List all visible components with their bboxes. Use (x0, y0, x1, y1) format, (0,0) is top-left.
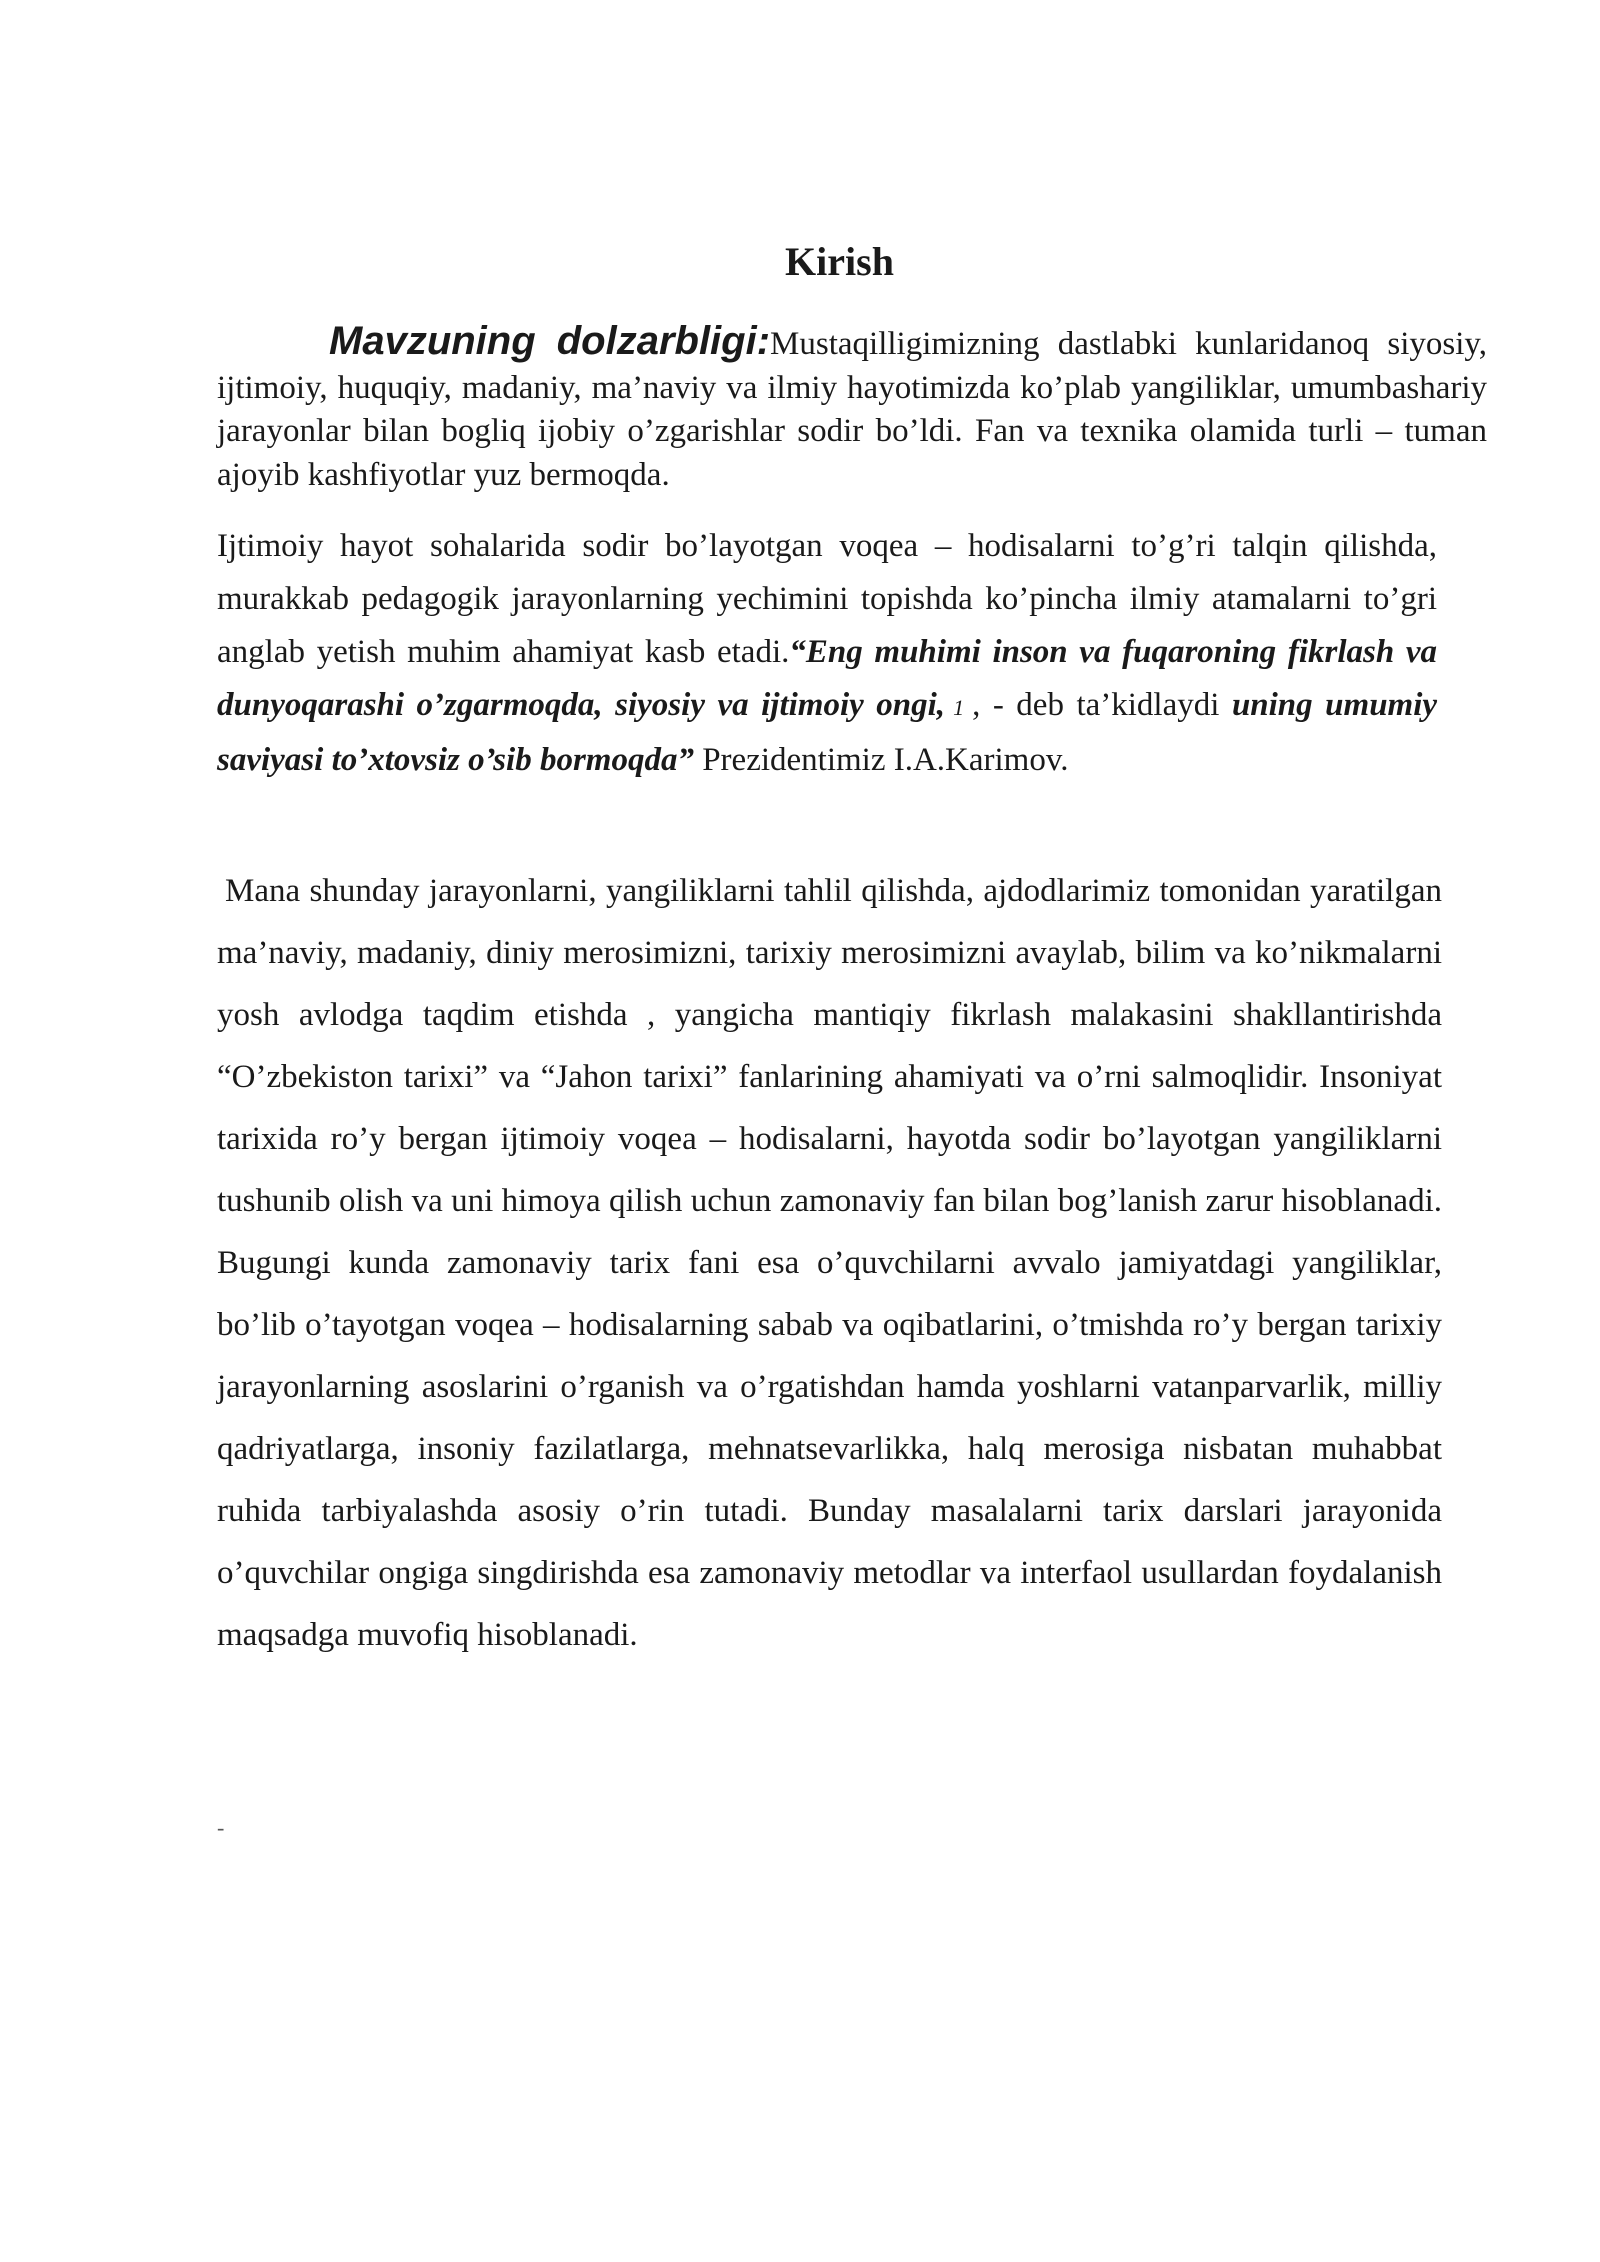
relevance-text: Mustaqilligimizning dastlabki kunlaridanoq siyosiy, ijtimoiy, huquqiy, madaniy, ma’naviy va ilmiy hayotimizda ko’plab yangiliklar, umumbashariy jarayonlar bilan bogliq ijobiy o’zgarishlar sodir bo’ldi. Fan va texnika olamida turli – tuman ajoyib kashfiyotlar yuz bermoqda. (217, 326, 1488, 493)
quote-part-one: “Eng muhimi inson va fuqaroning fikrlash va dunyoqarashi o’zgarmoqda, siyosiy va ijtimoiy ongi, (217, 634, 1437, 723)
relevance-lead: Mavzuning dolzarbligi: (329, 319, 771, 363)
quote-attribution-text: , - deb ta’kidlaydi (972, 687, 1220, 723)
paragraph-relevance (217, 320, 1487, 497)
paragraph-history-subjects: Mana shunday jarayonlarni, yangiliklarni tahlil qilishda, ajdodlarimiz tomonidan yaratilgan ma’naviy, madaniy, diniy merosimizni, tarixiy merosimizni avaylab, bilim va ko’nikmalarni yosh avlodga taqdim etishda , yangicha mantiqiy fikrlash malakasini shakllantirishda “O’zbekiston tarixi” va “Jahon tarixi” fanlarining ahamiyati va o’rni salmoqlidir. Insoniyat tarixida ro’y bergan ijtimoiy voqea – hodisalarni, hayotda sodir bo’layotgan yangiliklarni tushunib olish va uni himoya qilish uchun zamonaviy fan bilan bog’lanish zarur hisoblanadi. Bugungi kunda zamonaviy tarix fani esa o’quvchilarni avvalo jamiyatdagi yangiliklar, bo’lib o’tayotgan voqea – hodisalarning sabab va oqibatlarini, o’tmishda ro’y bergan tarixiy jarayonlarning asoslarini o’rganish va o’rgatishdan hamda yoshlarni vatanparvarlik, milliy qadriyatlarga, insoniy fazilatlarga, mehnatsevarlikka, halq merosiga nisbatan muhabbat ruhida tarbiyalashda asosiy o’rin tutadi. Bunday masalalarni tarix darslari jarayonida o’quvchilar ongiga singdirishda esa zamonaviy metodlar va interfaol usullardan foydalanish maqsadga muvofiq hisoblanadi. (217, 873, 1442, 1653)
paragraph-quote (217, 520, 1437, 787)
trailing-dash-mark: - (217, 1815, 225, 1840)
quote-author: Prezidentimiz I.A.Karimov. (702, 742, 1069, 778)
footnote-marker: 1 (953, 695, 965, 720)
page-title: Kirish (785, 239, 894, 284)
quote-part-two: uning umumiy saviyasi to’xtovsiz o’sib bormoqda” (217, 687, 1438, 778)
quote-intro-text: Ijtimoiy hayot sohalarida sodir bo’layotgan voqea – hodisalarni to’g’ri talqin qilishda, murakkab pedagogik jarayonlarning yechimini topishda ko’pincha ilmiy atamalarni to’gri anglab yetish muhim ahamiyat kasb etadi. (217, 528, 1437, 670)
